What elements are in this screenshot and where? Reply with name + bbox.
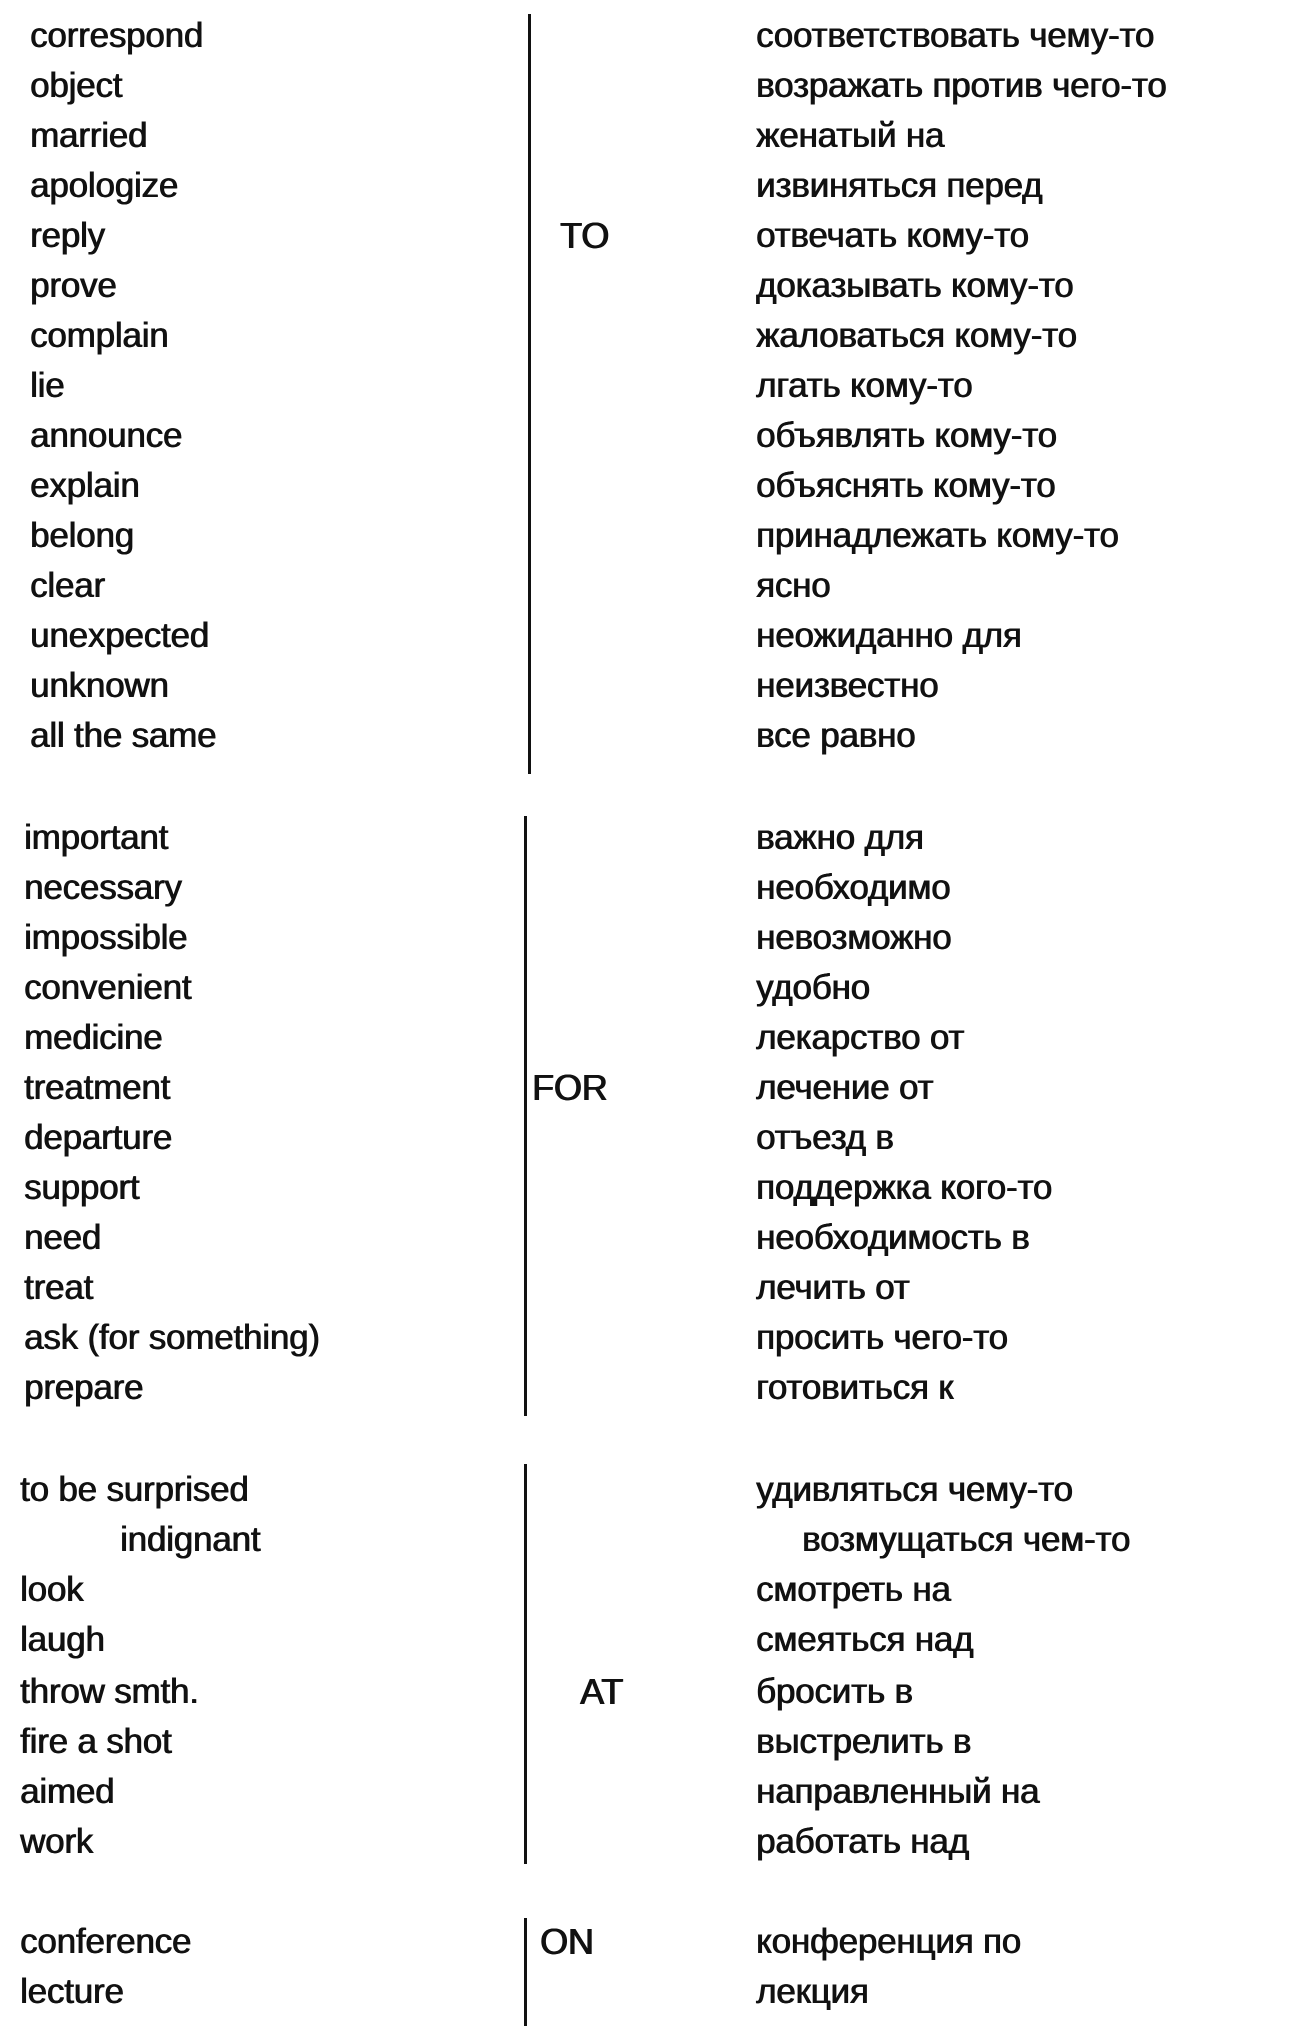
preposition-label: AT xyxy=(580,1671,623,1712)
russian-translation: смеяться над xyxy=(756,1620,974,1659)
table-row xyxy=(0,818,1294,868)
table-row xyxy=(0,1268,1294,1318)
english-word: impossible xyxy=(24,918,188,957)
russian-translation: удобно xyxy=(756,968,870,1007)
table-row xyxy=(0,1722,1294,1772)
english-word: departure xyxy=(24,1118,173,1157)
english-word: need xyxy=(24,1218,102,1257)
table-row xyxy=(0,868,1294,918)
russian-translation: лечить от xyxy=(756,1268,910,1307)
table-row xyxy=(0,1972,1294,2022)
russian-translation: лгать кому-то xyxy=(756,366,973,405)
english-word: treatment xyxy=(24,1068,171,1107)
table-row xyxy=(0,968,1294,1018)
table-row xyxy=(0,1168,1294,1218)
russian-translation: смотреть на xyxy=(756,1570,951,1609)
russian-translation: работать над xyxy=(756,1822,969,1861)
table-row xyxy=(0,1318,1294,1368)
table-row xyxy=(0,466,1294,516)
russian-translation: необходимо xyxy=(756,868,951,907)
table-row xyxy=(0,918,1294,968)
english-word: belong xyxy=(30,516,134,555)
english-word: lecture xyxy=(20,1972,124,2011)
english-word: treat xyxy=(24,1268,94,1307)
english-word: prepare xyxy=(24,1368,144,1407)
table-row xyxy=(0,1772,1294,1822)
table-row xyxy=(0,666,1294,716)
english-word: lie xyxy=(30,366,65,405)
table-row xyxy=(0,266,1294,316)
english-word: unexpected xyxy=(30,616,209,655)
english-word: reply xyxy=(30,216,105,255)
russian-translation: ясно xyxy=(756,566,831,605)
russian-translation: все равно xyxy=(756,716,916,755)
table-row xyxy=(0,16,1294,66)
english-word: convenient xyxy=(24,968,192,1007)
english-word: prove xyxy=(30,266,117,305)
table-row xyxy=(0,1368,1294,1418)
russian-translation: отвечать кому-то xyxy=(756,216,1029,255)
table-row xyxy=(0,1570,1294,1620)
russian-translation: неожиданно для xyxy=(756,616,1022,655)
russian-translation: извиняться перед xyxy=(756,166,1043,205)
preposition-label: ON xyxy=(540,1921,594,1962)
english-word: correspond xyxy=(30,16,204,55)
table-row xyxy=(0,1018,1294,1068)
english-word: conference xyxy=(20,1922,192,1961)
russian-translation: невозможно xyxy=(756,918,952,957)
table-row xyxy=(0,616,1294,666)
preposition-label: FOR xyxy=(532,1067,608,1108)
russian-translation: соответствовать чему-то xyxy=(756,16,1155,55)
english-word: medicine xyxy=(24,1018,163,1057)
english-word: announce xyxy=(30,416,183,455)
russian-translation: готовиться к xyxy=(756,1368,954,1407)
english-word: apologize xyxy=(30,166,179,205)
russian-translation: бросить в xyxy=(756,1672,913,1711)
table-row xyxy=(0,1520,1294,1570)
russian-translation: принадлежать кому-то xyxy=(756,516,1119,555)
table-row xyxy=(0,1470,1294,1520)
english-word: support xyxy=(24,1168,140,1207)
table-row xyxy=(0,216,1294,266)
russian-translation: возмущаться чем-то xyxy=(802,1520,1131,1559)
english-word: unknown xyxy=(30,666,169,705)
table-row xyxy=(0,1068,1294,1118)
russian-translation: лекарство от xyxy=(756,1018,965,1057)
table-row xyxy=(0,316,1294,366)
russian-translation: доказывать кому-то xyxy=(756,266,1074,305)
table-row xyxy=(0,566,1294,616)
english-word: clear xyxy=(30,566,105,605)
table-row xyxy=(0,116,1294,166)
russian-translation: неизвестно xyxy=(756,666,939,705)
english-word: work xyxy=(20,1822,94,1861)
russian-translation: просить чего-то xyxy=(756,1318,1008,1357)
russian-translation: объявлять кому-то xyxy=(756,416,1057,455)
russian-translation: возражать против чего-то xyxy=(756,66,1167,105)
preposition-label: TO xyxy=(560,215,609,256)
english-word: laugh xyxy=(20,1620,105,1659)
table-row xyxy=(0,716,1294,766)
russian-translation: направленный на xyxy=(756,1772,1040,1811)
english-word: aimed xyxy=(20,1772,115,1811)
table-row xyxy=(0,416,1294,466)
russian-translation: конференция по xyxy=(756,1922,1021,1961)
english-word: fire a shot xyxy=(20,1722,172,1761)
table-row xyxy=(0,516,1294,566)
table-row xyxy=(0,1672,1294,1722)
english-word: ask (for something) xyxy=(24,1318,320,1357)
table-row xyxy=(0,366,1294,416)
russian-translation: важно для xyxy=(756,818,924,857)
english-word: married xyxy=(30,116,148,155)
russian-translation: необходимость в xyxy=(756,1218,1030,1257)
russian-translation: поддержка кого-то xyxy=(756,1168,1053,1207)
english-word: necessary xyxy=(24,868,182,907)
english-word: throw smth. xyxy=(20,1672,199,1711)
table-row xyxy=(0,166,1294,216)
russian-translation: объяснять кому-то xyxy=(756,466,1056,505)
table-row xyxy=(0,1218,1294,1268)
russian-translation: лечение от xyxy=(756,1068,934,1107)
english-word: to be surprised xyxy=(20,1470,249,1509)
english-word: complain xyxy=(30,316,169,355)
table-row xyxy=(0,1118,1294,1168)
table-row xyxy=(0,1822,1294,1872)
english-word: important xyxy=(24,818,169,857)
russian-translation: женатый на xyxy=(756,116,945,155)
table-row xyxy=(0,1922,1294,1972)
table-row xyxy=(0,1620,1294,1670)
table-row xyxy=(0,66,1294,116)
english-word: object xyxy=(30,66,123,105)
russian-translation: лекция xyxy=(756,1972,869,2011)
russian-translation: жаловаться кому-то xyxy=(756,316,1077,355)
english-word: explain xyxy=(30,466,140,505)
english-word: look xyxy=(20,1570,84,1609)
english-word: indignant xyxy=(120,1520,261,1559)
russian-translation: отъезд в xyxy=(756,1118,894,1157)
russian-translation: выстрелить в xyxy=(756,1722,972,1761)
russian-translation: удивляться чему-то xyxy=(756,1470,1073,1509)
english-word: all the same xyxy=(30,716,217,755)
